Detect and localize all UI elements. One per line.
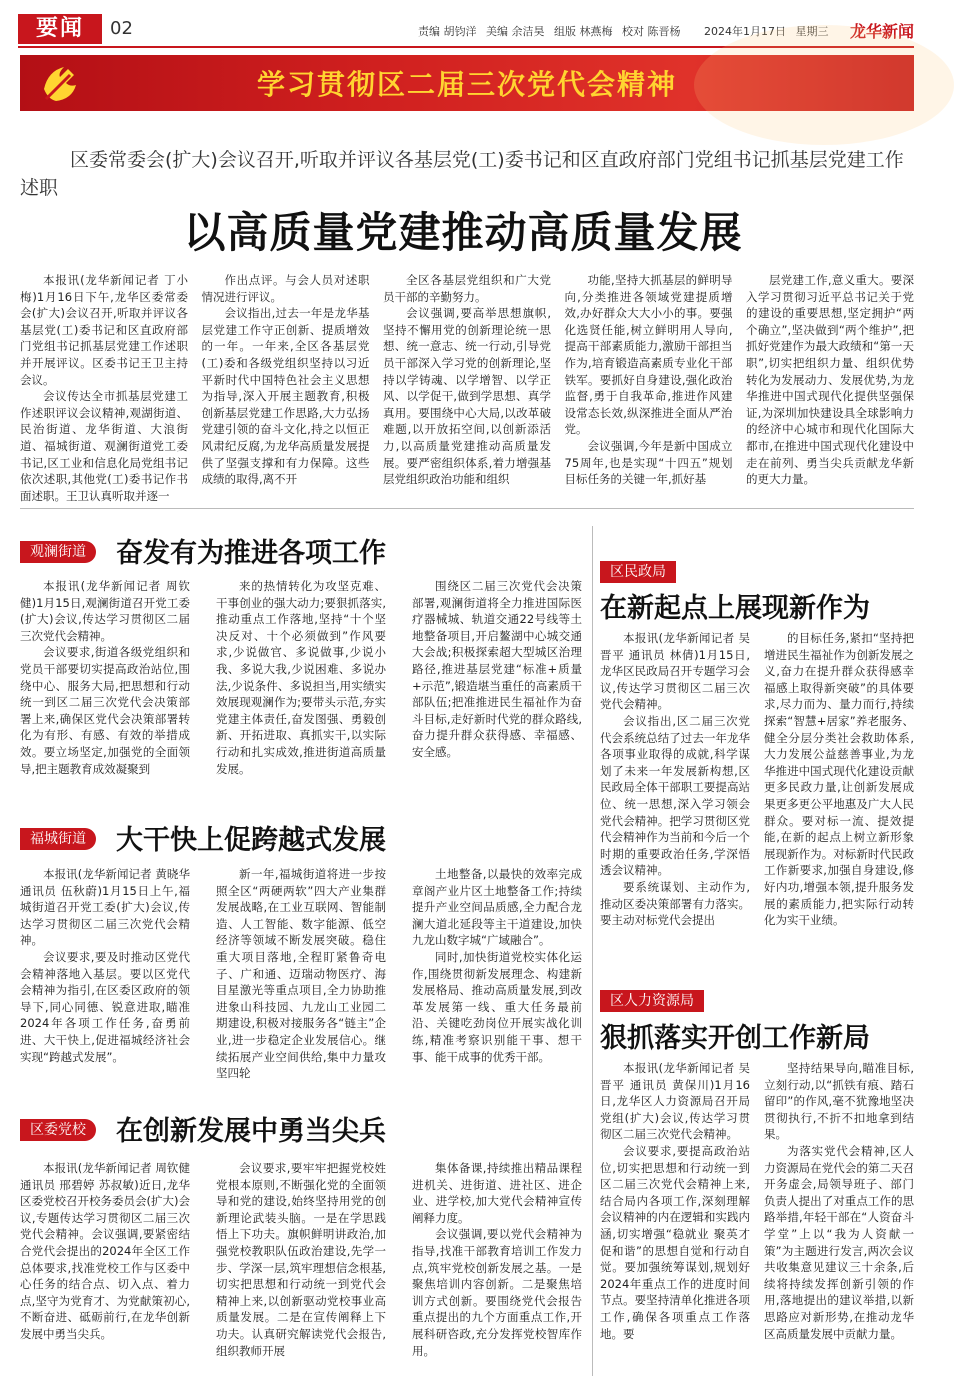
banner-title: 学习贯彻区二届三次党代会精神 (256, 68, 677, 101)
paragraph: 本报讯(龙华新闻记者 吴晋平 通讯员 林倩)1月15日,龙华区民政局召开专题学习会议,传达学习贯彻区二届三次党代会精神。 (600, 631, 750, 712)
paragraph: 会议要求,要提高政治站位,切实把思想和行动统一到区二届三次党代会精神上来,结合局内各项工作,深刻理解会议精神的内在逻辑和实践内涵,切实增强“稳就业 聚英才 促和谐”的思想自觉和行动自觉。要加强统筹谋划,规划好2024年重点工作的进度时间节点。要坚持清单化推进各项工作,确保各项重点工作落地。要 (600, 1143, 750, 1341)
paragraph: 本报讯(龙华新闻记者 丁小梅)1月16日下午,龙华区委常委会(扩大)会议召开,听取并评议各基层党(工)委书记和区直政府部门党组书记抓基层党建工作述职并开展评议。区委书记王卫主持会议。 (20, 273, 188, 387)
paragraph: 本报讯(龙华新闻记者 周钦健)1月15日,观澜街道召开党工委(扩大)会议,传达学习贯彻区二届三次党代会精神。 (20, 579, 190, 643)
paragraph: 本报讯(龙华新闻记者 吴晋平 通讯员 黄保川)1月16日,龙华区人力资源局召开局党组(扩大)会议,传达学习贯彻区二届三次党代会精神。 (600, 1061, 750, 1142)
topic-banner (20, 55, 914, 111)
article-column (600, 630, 750, 948)
article-body (600, 1060, 914, 1376)
article-body (20, 578, 582, 774)
paragraph: 来的热情转化为攻坚克难、干事创业的强大动力;要狠抓落实,推动重点工作落地,坚持“十个坚决反对、十个必须做到”作风要求,少说做官、多说做事,少说小我、多说大我,少说困难、多说办法,少说条件、多说担当,用实绩实效展现观澜作为;要带头示范,夯实党建主体责任,奋发图强、勇毅创新、开拓进取、真抓实干,以实际行动和扎实成效,推进街道高质量发展。 (216, 579, 386, 776)
paragraph: 要系统谋划、主动作为,推动区委决策部署有力落实。要主动对标党代会提出 (600, 879, 750, 928)
section-label: 要闻 (18, 14, 102, 44)
article-tag: 区人力资源局 (600, 990, 704, 1012)
newspaper-brand: 龙华新闻 (849, 22, 914, 41)
page-number: 02 (110, 18, 133, 39)
paragraph: 本报讯(龙华新闻记者 黄晓华 通讯员 伍秋蔚)1月15日上午,福城街道召开党工委(扩大)会议,传达学习贯彻区二届三次党代会精神。 (20, 867, 190, 948)
article-headline: 大干快上促跨越式发展 (116, 825, 386, 856)
lead-column (565, 272, 733, 494)
paragraph: 全区各基层党组织和广大党员干部的辛勤努力。 (383, 273, 551, 304)
paragraph: 坚持结果导向,瞄准目标,立刻行动,以“抓铁有痕、踏石留印”的作风,毫不犹豫地坚决贯彻执行,不折不扣地拿到结果。 (764, 1061, 914, 1142)
paragraph: 层党建工作,意义重大。要深入学习贯彻习近平总书记关于党的建设的重要思想,坚定拥护“两个确立”,坚决做到“两个维护”,把抓好党建作为最大政绩和“第一天职”,切实把组织力量、组织优势转化为发展动力、发展优势,为龙华推进中国式现代化提供坚强保证,为深圳加快建设具全球影响力的经济中心城市和现代化国际大都市,在推进中国式现代化建设中走在前列、勇当尖兵贡献龙华新的更大力量。 (746, 273, 914, 487)
article-column (600, 1060, 750, 1376)
paragraph: 会议强调,今年是新中国成立75周年,也是实现“十四五”规划目标任务的关键一年,抓好基 (564, 438, 733, 487)
article-headline: 在新起点上展现新作为 (600, 593, 870, 624)
article-column (412, 866, 582, 1072)
paragraph: 集体备课,持续推出精品课程进机关、进街道、进社区、进企业、进学校,加大党代会精神宣传阐释力度。 (412, 1161, 582, 1225)
paragraph: 本报讯(龙华新闻记者 周钦健 通讯员 邢碧婷 苏叔敏)近日,龙华区委党校召开校务委员会(扩大)会议,专题传达学习贯彻区二届三次党代会精神。会议强调,要紧密结合党代会提出的2024年全区工作总体要求,找准党校工作与区委中心任务的结合点、切入点、着力点,坚守为党育才、为党献策初心,不断奋进、砥砺前行,在龙华创新发展中勇当尖兵。 (20, 1161, 190, 1341)
article-tag: 福城街道 (20, 828, 96, 850)
credit-proofread: 校对 陈晋杨 (622, 25, 681, 38)
paragraph: 会议要求,要牢牢把握党校姓党根本原则,不断强化党的全面领导和党的建设,始终坚持用党的创新理论武装头脑。一是在学思践悟上下功夫。旗帜鲜明讲政治,加强党校教职队伍政治建设,先学一步、学深一层,筑牢理想信念根基,切实把思想和行动统一到党代会精神上来,以创新驱动党校事业高质量发展。二是在宣传阐释上下功夫。认真研究解读党代会报告,组织教师开展 (216, 1161, 386, 1358)
article-body (20, 1160, 582, 1374)
issue-weekday: 星期三 (795, 25, 829, 38)
article-column (764, 1060, 914, 1376)
credit-editor: 责编 胡钧洋 (418, 25, 477, 38)
lead-divider (20, 508, 914, 509)
paragraph: 会议指出,过去一年是龙华基层党建工作守正创新、提质增效的一年。一年来,全区各基层党(工)委和各级党组织坚持以习近平新时代中国特色社会主义思想为指导,深入开展主题教育,积极创新基层党建工作思路,大力弘扬党建引领的奋斗文化,持之以恒正风肃纪反腐,为龙华高质量发展提供了坚强支撑和有力保障。这些成绩的取得,离不开 (201, 306, 370, 487)
article-tag: 区民政局 (600, 561, 676, 583)
article-column (20, 866, 190, 1072)
article-body (20, 866, 582, 1081)
paragraph: 功能,坚持大抓基层的鲜明导向,分类推进各领域党建提质增效,办好群众大大小小的事。要强化选贤任能,树立鲜明用人导向,提高干部素质能力,激励干部担当作为,培育锻造高素质专业化干部铁军。要抓好自身建设,强化政治监督,勇于自我革命,推进作风建设常态长效,纵深推进全面从严治党。 (564, 273, 733, 437)
lead-column (202, 272, 370, 494)
article-column (412, 578, 582, 774)
lead-column (746, 272, 914, 494)
lead-column (383, 272, 551, 494)
paragraph: 会议指出,区二届三次党代会系统总结了过去一年龙华各项事业取得的成就,科学谋划了未来一年发展新构想,区民政局全体干部职工要提高站位、统一思想,深入学习领会党代会精神。把学习贯彻区党代会精神作为当前和今后一个时期的重要政治任务,学深悟透会议精神。 (600, 713, 750, 878)
paragraph: 会议要求,要及时推动区党代会精神落地入基层。要以区党代会精神为指引,在区委区政府的领导下,同心同德、锐意进取,瞄准2024年各项工作任务,奋勇前进、大干快上,促进福城经济社会实现“跨越式发展”。 (20, 949, 190, 1064)
paragraph: 作出点评。与会人员对述职情况进行评议。 (201, 273, 370, 304)
article-headline: 狠抓落实开创工作新局 (600, 1023, 870, 1054)
article-body (600, 630, 914, 948)
lead-body (20, 272, 914, 503)
article-headline: 奋发有为推进各项工作 (116, 538, 386, 569)
paragraph: 同时,加快街道党校实体化运作,围绕贯彻新发展理念、构建新发展格局、推动高质量发展,到改革发展第一线、重大任务最前沿、关键吃劲岗位开展实战化训练,精准考察识别能干事、想干事、能干成事的优秀干部。 (412, 949, 582, 1064)
paragraph: 土地整备,以最快的效率完成章阁产业片区土地整备工作;持续提升产业空间品质感,全力配合龙澜大道北延段等主干道建设,加快九龙山数字城“广域融合”。 (412, 867, 582, 948)
article-column (216, 1160, 386, 1374)
article-column (20, 1160, 190, 1374)
article-tag: 观澜街道 (20, 541, 96, 563)
issue-date: 2024年1月17日 (704, 25, 786, 38)
lead-column (20, 272, 188, 503)
paragraph: 新一年,福城街道将进一步按照全区“两硬两软”四大产业集群发展战略,在工业互联网、智能制造、人工智能、数字能源、低空经济等领域不断发展突破。稳住重大项目落地,全程盯紧鲁奇电子、广和通、迈瑞动物医疗、海目星激光等重点项目,全力协助推进象山科技园、九龙山工业园二期建设,积极对接服务各“链主”企业,进一步稳定企业发展信心。继续拓展产业空间供给,集中力量攻坚四轮 (216, 867, 386, 1081)
paragraph: 的目标任务,紧扣“坚持把增进民生福祉作为创新发展之义,奋力在提升群众获得感幸福感上取得新突破”的具体要求,尽力而为、量力而行,持续探索“智慧+居家”养老服务、健全分层分类社会救助体系,大力发展公益慈善事业,为龙华推进中国式现代化建设贡献更多民政力量,让创新发展成果更多更公平地惠及广大人民群众。要对标一流、提效提能,在新的起点上树立新形象展现新作为。对标新时代民政工作新要求,加强自身建设,修好内功,增强本领,提升服务发展的素质能力,把实际行动转化为实干业绩。 (764, 631, 914, 928)
article-headline: 在创新发展中勇当尖兵 (116, 1116, 386, 1147)
column-divider (592, 526, 593, 1376)
article-column (20, 578, 190, 774)
article-column (216, 866, 386, 1081)
article-column (764, 630, 914, 948)
paragraph: 会议传达全市抓基层党建工作述职评议会议精神,观湖街道、民治街道、龙华街道、大浪街道、福城街道、观澜街道党工委书记,区工业和信息化局党组书记依次述职,其他党(工)委书记作书面述职。王卫认真听取并逐一 (20, 389, 188, 503)
paragraph: 会议强调,要高举思想旗帜,坚持不懈用党的创新理论统一思想、统一意志、统一行动,引导党员干部深入学习党的创新理论,坚持以学铸魂、以学增智、以学正风、以学促干,做到学思想、真学真用。要围绕中心大局,以改革破难题,以开放拓空间,以创新添活力,以高质量党建推动高质量发展。要严密组织体系,着力增强基层党组织政治功能和组织 (383, 306, 551, 487)
lead-headline: 以高质量党建推动高质量发展 (183, 208, 743, 257)
article-column (216, 578, 386, 774)
article-column (412, 1160, 582, 1374)
paragraph: 会议要求,街道各级党组织和党员干部要切实提高政治站位,围绕中心、服务大局,把思想和行动统一到区二届三次党代会决策部署上来,确保区党代会决策部署转化为有形、有感、有效的举措成效。要立场坚定,加强党的全面领导,把主题教育成效凝聚到 (20, 645, 190, 776)
paragraph: 会议强调,要以党代会精神为指导,找准干部教育培训工作发力点,筑牢党校创新发展之基。一是聚焦培训内容创新。二是聚焦培训方式创新。要围绕党代会报告重点提出的九个方面重点工作,开展科研咨政,充分发挥党校智库作用。 (412, 1227, 582, 1358)
paragraph: 围绕区二届三次党代会决策部署,观澜街道将全力推进国际医疗器械城、轨道交通22号线等土地整备项目,开启鳌湖中心城交通大会战;积极探索超大型城区治理路径,推进基层党建“标准+质量+示范”,锻造堪当重任的高素质干部队伍;把准推进民生福祉作为奋斗目标,走好新时代党的群众路线,奋力提升群众获得感、幸福感、安全感。 (412, 579, 582, 759)
lead-subtitle: 区委常委会(扩大)会议召开,听取并评议各基层党(工)委书记和区直政府部门党组书记抓基层党建工作述职 (20, 149, 904, 199)
credit-layout: 组版 林燕梅 (554, 25, 613, 38)
paragraph: 为落实党代会精神,区人力资源局在党代会的第二天召开务虚会,局领导班子、部门负责人提出了对重点工作的思路举措,年轻干部在“人资奋斗学堂”上以“我为人资献一策”为主题进行发言,两次会议共收集意见建议三十余条,后续将持续发挥创新引领的作用,落地提出的建议举措,以新思路应对新形势,在推动龙华区高质量发展中贡献力量。 (764, 1143, 914, 1341)
credit-art-editor: 美编 余洁昊 (486, 25, 545, 38)
article-tag: 区委党校 (20, 1119, 96, 1141)
